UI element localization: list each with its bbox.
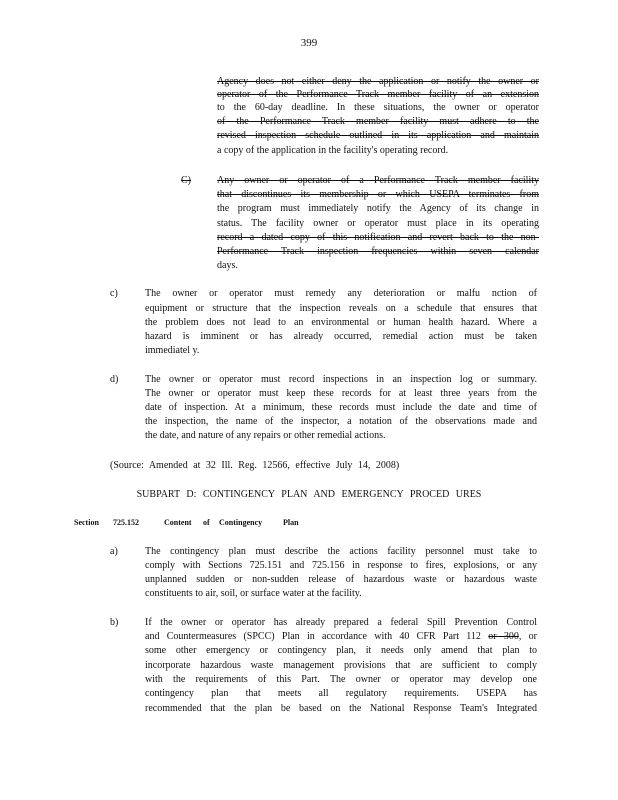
text-line: The owner or operator must record inspections in an inspection log or summary.: [145, 374, 537, 385]
text-line: the date, and nature of any repairs or other remedial actions.: [145, 430, 386, 441]
text-line: hazard is imminent or has already occurred, remedial action must be taken: [145, 331, 537, 342]
section-number: 725.152: [113, 518, 139, 527]
text-line: The owner or operator must keep these records for at least three years from the: [145, 388, 537, 399]
text-line: the inspection, the name of the inspector, a notation of the observations made and: [145, 416, 537, 427]
text-line: some other emergency or contingency plan, it needs only amend that plan to: [145, 645, 537, 656]
text-line: record a dated copy of this notification and revert back to the non-: [217, 232, 539, 243]
text-line: to the 60-day deadline. In these situations, the owner or operator: [217, 102, 539, 113]
text-line-with-deletion: [145, 631, 537, 643]
text-line: the problem does not lead to an environmental or human health hazard. Where a: [145, 317, 537, 328]
paragraph-marker: b): [110, 617, 119, 628]
paragraph-marker: c): [110, 288, 118, 299]
source-note: (Source: Amended at 32 Ill. Reg. 12566, effective July 14, 2008): [110, 460, 400, 471]
text-segment: and Countermeasures (SPCC) Plan in accordance with 40 CFR Part 112: [145, 631, 481, 642]
text-line: constituents to air, soil, or surface water at the facility.: [145, 588, 362, 599]
text-line: revised inspection schedule outlined in its application and maintain: [217, 130, 539, 141]
text-line: The contingency plan must describe the actions facility personnel must take to: [145, 546, 537, 557]
text-line: a copy of the application in the facility's operating record.: [217, 145, 449, 156]
text-line: status. The facility owner or operator must place in its operating: [217, 218, 539, 229]
text-line: Any owner or operator of a Performance Track member facility: [217, 175, 539, 186]
text-line: If the owner or operator has already prepared a federal Spill Prevention Control: [145, 617, 537, 628]
text-line: contingency plan that meets all regulatory requirements. USEPA has: [145, 688, 537, 699]
paragraph-marker: a): [110, 546, 118, 557]
text-line: unplanned sudden or non-sudden release of hazardous waste or hazardous waste: [145, 574, 537, 585]
text-line: that discontinues its membership or which USEPA terminates from: [217, 189, 539, 200]
subpart-heading: SUBPART D: CONTINGENCY PLAN AND EMERGENCY PROCED URES: [136, 489, 482, 500]
text-line: equipment or structure that the inspection reveals on a schedule that ensures that: [145, 303, 537, 314]
text-line: date of inspection. At a minimum, these records must include the date and time of: [145, 402, 537, 413]
page-number: 399: [300, 37, 318, 49]
paragraph-marker: d): [110, 374, 119, 385]
text-line: Agency does not either deny the application or notify the owner or: [217, 76, 539, 87]
text-line: incorporate hazardous waste management provisions that are sufficient to comply: [145, 660, 537, 671]
section-label: Section: [74, 518, 99, 527]
section-title-word: Content: [164, 518, 192, 527]
paragraph-marker: C): [181, 175, 191, 186]
struck-text: or 300: [488, 631, 519, 642]
text-line: the program must immediately notify the Agency of its change in: [217, 203, 539, 214]
text-line: Performance Track inspection frequencies within seven calendar: [217, 246, 539, 257]
text-line: comply with Sections 725.151 and 725.156 in response to fires, explosions, or any: [145, 560, 537, 571]
text-line: of the Performance Track member facility must adhere to the: [217, 116, 539, 127]
text-line: with the requirements of this Part. The owner or operator may develop one: [145, 674, 537, 685]
section-title-word: of: [203, 518, 210, 527]
text-line: immediatel y.: [145, 345, 200, 356]
section-title-word: Plan: [283, 518, 299, 527]
text-segment: , or: [518, 631, 538, 642]
text-line: The owner or operator must remedy any deterioration or malfu nction of: [145, 288, 537, 299]
text-line: recommended that the plan be based on the National Response Team's Integrated: [145, 703, 537, 714]
section-title-word: Contingency: [219, 518, 263, 527]
text-line: days.: [217, 260, 238, 271]
text-line: operator of the Performance Track member facility of an extension: [217, 89, 539, 100]
